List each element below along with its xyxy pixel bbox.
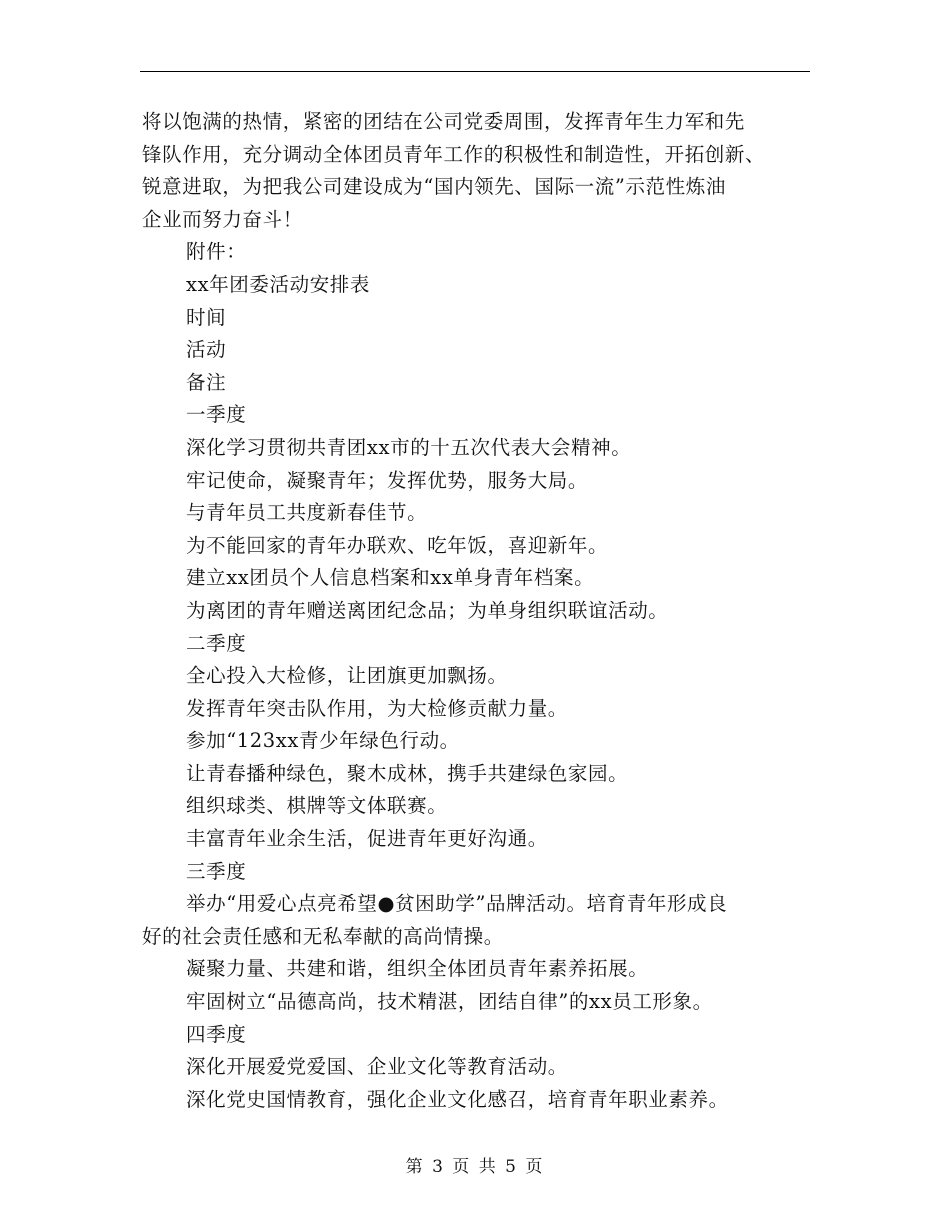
text-line-27: 凝聚力量、共建和谐，组织全体团员青年素养拓展。 bbox=[186, 957, 649, 981]
attachment-label: 附件： bbox=[186, 240, 247, 264]
text-line-30: 深化开展爱党爱国、企业文化等教育活动。 bbox=[186, 1055, 568, 1079]
column-header-activity: 活动 bbox=[186, 338, 227, 362]
page-number-footer: 第 3 页 共 5 页 bbox=[405, 1157, 545, 1177]
quarter-4-heading: 四季度 bbox=[186, 1022, 247, 1046]
text-line-15: 建立xx团员个人信息档案和xx单身青年档案。 bbox=[186, 566, 595, 590]
text-line-14: 为不能回家的青年办联欢、吃年饭，喜迎新年。 bbox=[186, 533, 609, 557]
text-line-23: 丰富青年业余生活，促进青年更好沟通。 bbox=[186, 827, 548, 851]
text-line-31: 深化党史国情教育，强化企业文化感召，培育青年职业素养。 bbox=[186, 1087, 729, 1111]
text-line-2: 锋队作用，充分调动全体团员青年工作的积极性和制造性，开拓创新、 bbox=[142, 142, 766, 166]
text-line-21: 让青春播种绿色，聚木成林，携手共建绿色家园。 bbox=[186, 761, 629, 785]
text-line-1: 将以饱满的热情，紧密的团结在公司党委周围，发挥青年生力军和先 bbox=[142, 110, 746, 133]
text-line-19: 发挥青年突击队作用，为大检修贡献力量。 bbox=[186, 696, 568, 720]
text-line-11: 深化学习贯彻共青团xx市的十五次代表大会精神。 bbox=[186, 435, 632, 459]
quarter-2-heading: 二季度 bbox=[186, 631, 247, 655]
quarter-3-heading: 三季度 bbox=[186, 859, 247, 883]
column-header-remarks: 备注 bbox=[186, 370, 227, 394]
schedule-title: xx年团委活动安排表 bbox=[186, 272, 370, 296]
text-line-28: 牢固树立“品德高尚，技术精湛，团结自律”的xx员工形象。 bbox=[186, 990, 713, 1014]
text-line-20: 参加“123xx青少年绿色行动。 bbox=[186, 729, 460, 753]
text-line-18: 全心投入大检修，让团旗更加飘扬。 bbox=[186, 664, 508, 688]
quarter-1-heading: 一季度 bbox=[186, 403, 247, 427]
text-line-12: 牢记使命，凝聚青年；发挥优势，服务大局。 bbox=[186, 468, 589, 492]
document-body bbox=[142, 106, 810, 1116]
column-header-time: 时间 bbox=[186, 305, 227, 329]
text-line-25: 举办“用爱心点亮希望●贫困助学”品牌活动。培育青年形成良 bbox=[186, 892, 728, 916]
header-rule bbox=[140, 71, 810, 72]
text-line-16: 为离团的青年赠送离团纪念品；为单身组织联谊活动。 bbox=[186, 598, 669, 622]
text-line-13: 与青年员工共度新春佳节。 bbox=[186, 501, 428, 525]
text-line-4: 企业而努力奋斗！ bbox=[142, 207, 303, 231]
text-line-22: 组织球类、棋牌等文体联赛。 bbox=[186, 794, 448, 818]
text-line-26: 好的社会责任感和无私奉献的高尚情操。 bbox=[142, 924, 504, 948]
text-line-3: 锐意进取，为把我公司建设成为“国内领先、国际一流”示范性炼油 bbox=[142, 175, 726, 199]
